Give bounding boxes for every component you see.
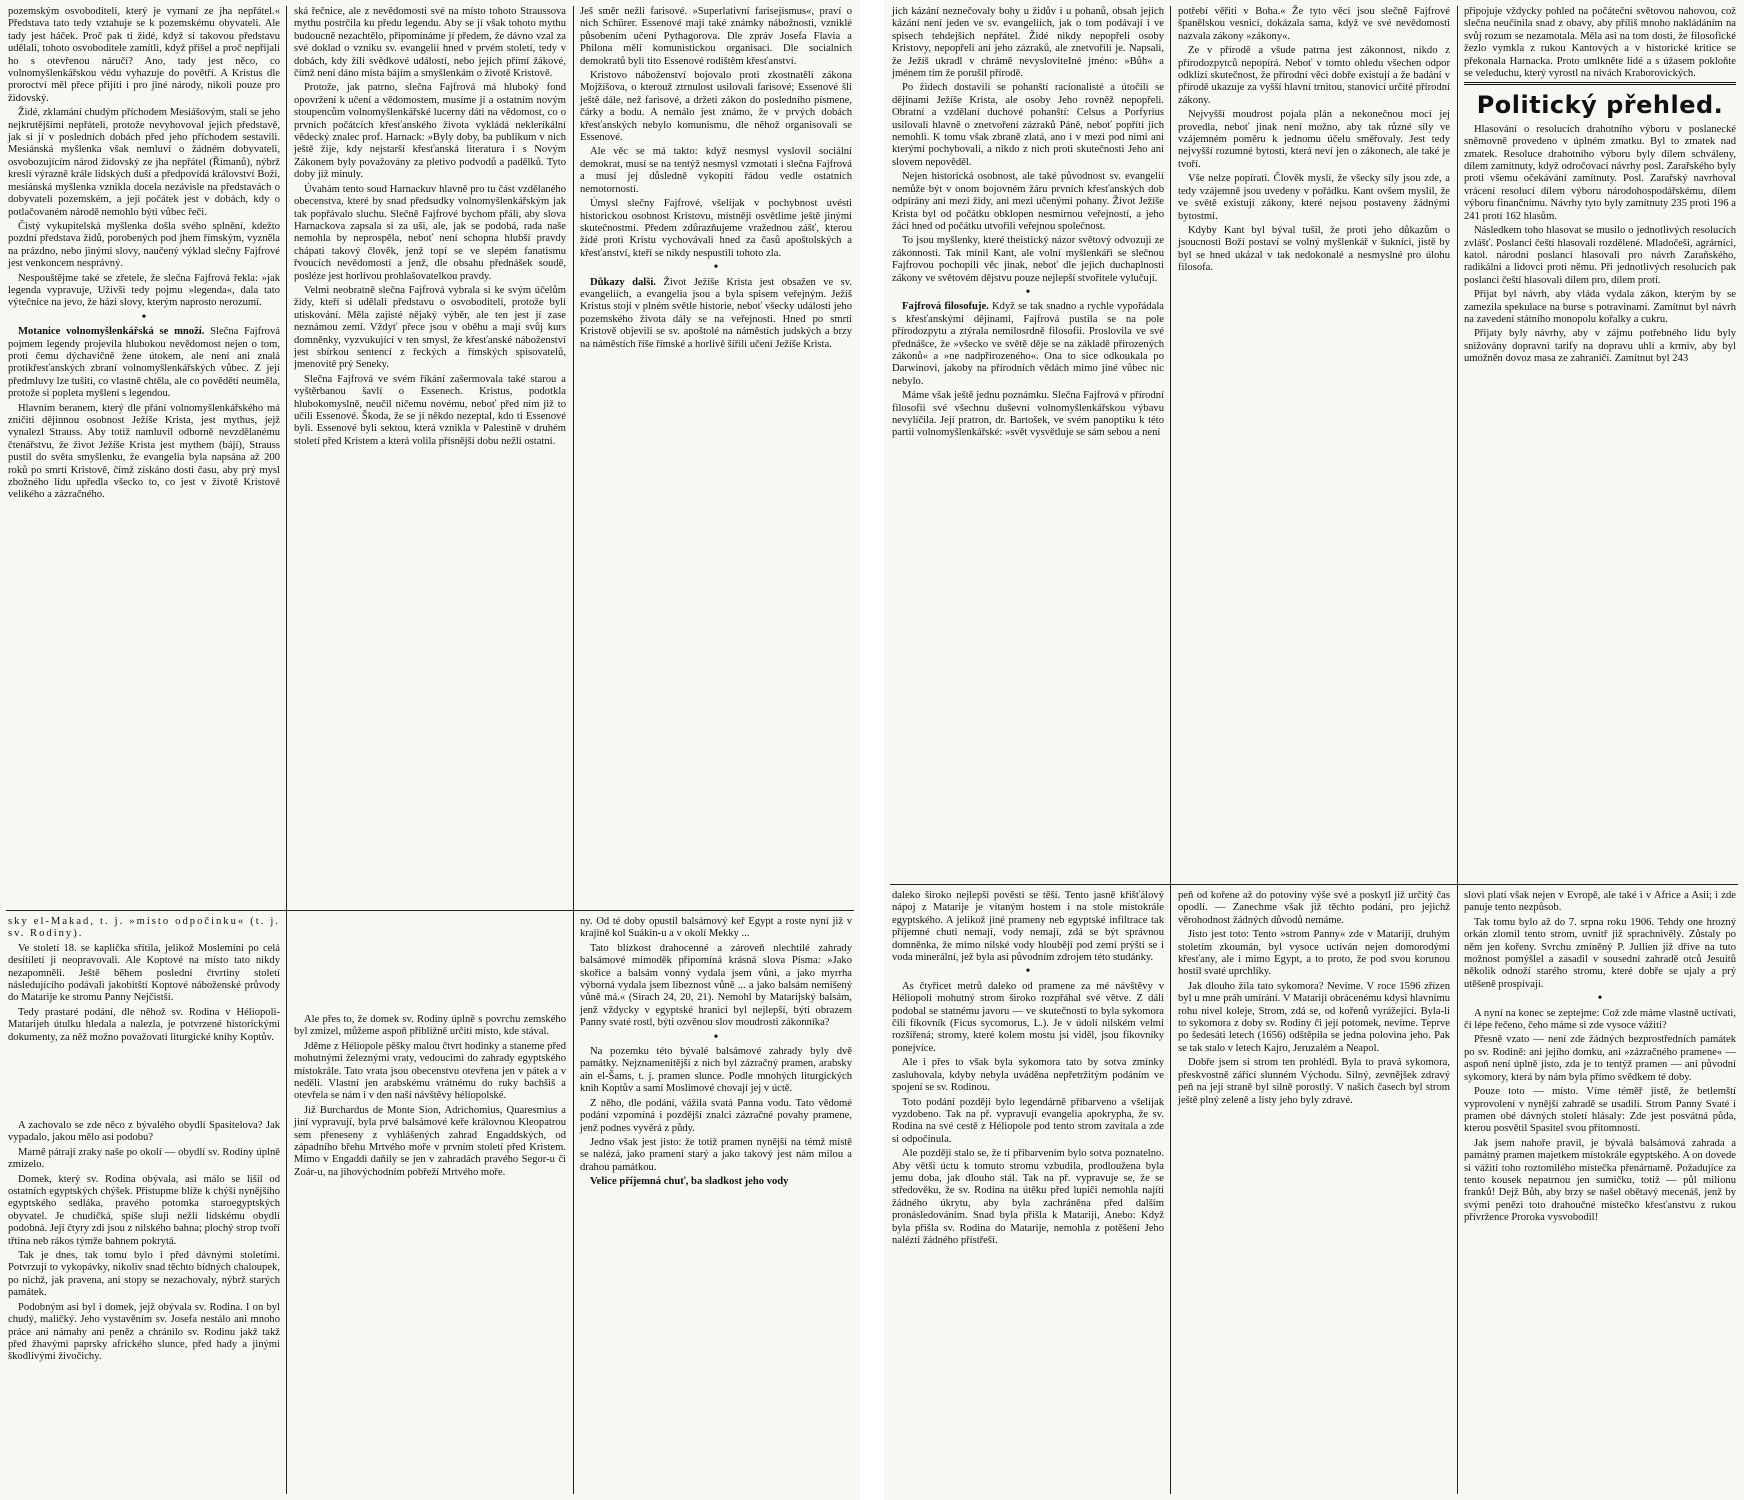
article-paragraph: Když se tak snadno a rychle vypořádala s křesťanskými dějinami, Fajfrová pustila se na pole přírodozpytu a ztýrala nemilosrdně filosofii. Proslovila ve své přednášce, že »všecko ve světě děje se na základě přirozených zákonů« a »ne nadpřirozeného«. Ona to sice odkoukala po Darwinovi, jakoby na přírodních vědách mimo jiné vůbec nic nebylo. — [892, 301, 1164, 387]
article-paragraph: připojuje vždycky pohled na počáteční světovou nahovou, což slečna neučinila snad z obavy, aby příliš mnoho nakládáním na svůj rozum se nezamotala. Měla asi na tom dosti, že filosofické žezlo vymkla z rukou Kantových a v historické kritice se překonala Harnacka. Proto umlkněte lidé a s úžasem pokloňte se veleduchu, který vyrostl na nivách Kraborovických. — [1464, 6, 1736, 80]
article-paragraph: A zachovalo se zde něco z bývalého obydlí Spasitelova? Jak vypadalo, jakou mělo asi podobu? — [8, 1120, 280, 1144]
article-paragraph: Dobře jsem si strom ten prohlédl. Byla to pravá sykomora, přeskvostně zářící slunném Východu. Silný, zevnějšek zdravý peň na její straně byl silně porostlý. V našich časech byl strom ještě plný zeleně a listy jeho byly zdravé. — [1178, 1057, 1450, 1106]
article-paragraph: pozemským osvoboditeli, který je vymaní ze jha nepřátel.« Představa tato tedy vztahuje se k pozemskému obyvateli. Ale tady jest háček. Proč pak ti židé, když si takovou představu udělali, tohoto osvoboditele zamítli, když přišel a proč nepřijali ho s otevřenou náručí? Ano, tady jest něco, co volnomyšlenkářskou védu vyhazuje do povětří. A Kristus dle proroctví měl přece přijíti i pro jiné národy, nikoli pouze pro židovský. — [8, 6, 280, 104]
article-paragraph: Nespouštějme také se zřetele, že slečna Fajfrová řekla: »jak legenda vypravuje, Uživši tedy pojmu »legenda«, dala tato výtečnice na jevo, že házi slovy, kterým naprosto nerozumí. — [8, 272, 280, 309]
article-paragraph: sky el-Makad, t. j. »místo odpočinku« (t. j. sv. Rodiny). — [8, 916, 280, 940]
article-paragraph: Ale později stalo se, že ti přibarvením bylo sotva poznatelno. Aby větší úctu k tomuto stromu vzbudila, prodloužena byla jemu doba, jak dlouho stál. Tak na př. vypravuje se, že se středověku, že sv. Rodina na útěku před lupiči nemohla najíti žádného úkrytu, aby byla zachráněna před dalším pronásledováním. Snad byla přišla k Matariji, Anebo: Když byla přišla sv. Rodina do Matarije, nemohla z potěšení Jeho nalézti žádného přístřeší. — [892, 1148, 1164, 1246]
section-subheading: Motanice volnomyšlenkářská se množí. — [18, 326, 205, 338]
section-title: Politický přehled. — [1476, 91, 1724, 120]
article-paragraph: Nejen historická osobnost, ale také původnost sv. evangelií nemůže být v onom bojovném žáru prvních křesťanských dob odpírány ani mezi židy, ani mezi učenými pohany. Život Ježíše Krista byl od počátku obklopen nesmírnou veřejností, a jeho žáci hned od počátku utvořili veřejnou společnost. — [892, 171, 1164, 232]
article-paragraph: Ze v přírodě a všude patrna jest zákonnost, nikdo z přírodozpytců nepopírá. Neboť v tomto ohledu všechen odpor odklízí skutečnost, že přírodní věci dobře existují a že badání v přírodě ukazuje za vyšší hlavní trnitou, stanovicí určité přírodní zákony. — [1178, 45, 1450, 106]
separator-dot: • — [713, 260, 719, 276]
article-paragraph: Ve století 18. se kaplička sřítila, jelikož Moslemíni po celá desítiletí ji neopravovali. Ale Koptové na místo tato nikdy nezapomněli. Ještě během poslední čtvrtiny století následujícího podávali jakobitští Koptové náboženské průvody do Matarije ke stromu Panny Nejčistší. — [8, 942, 280, 1004]
section-subheading: Důkazy dalši. — [590, 276, 656, 288]
article-paragraph: Pouze toto — místo. Víme téměř jistě, že betlemští vyprovolení v nynější zahradě se usadili. Strom Panny Svaté i pramen obé dávných století hlásaly: Zde jest posvátná půda, kterou posvětil Spasitel svou přítomností. — [1464, 1086, 1736, 1135]
article-paragraph — [294, 916, 566, 1012]
right-column-2-upper — [1178, 6, 1450, 878]
article-paragraph: Následkem toho hlasovat se musilo o jednotlivých resolucích zvlášť. Poslanci čeští hlasovali rozdělené. Mladočeši, agrárníci, katol. národní poslanci hlasovali pro návrh Zaraňského, radikálni a lidovci proti němu. Při jednotlivých resolucích pak poslanci čeští hlasovali dílem pro, dílem proti. — [1464, 225, 1736, 286]
article-paragraph: Podobným asi byl i domek, jejž obývala sv. Rodina. I on byl chudý, maličký. Jeho vystavěním sv. Josefa nestálo ani mnoho práce ani námahy ani peněz a chránilo sv. Rodinu jakž takž před žhavými paprsky afrického slunce, před hady a jinými škodlivými živočichy. — [8, 1301, 280, 1363]
left-column-3-upper — [580, 6, 852, 904]
article-paragraph: ny. Od té doby opustil balsámový keř Egypt a roste nyní již v krajině kol Suákin-u a v okolí Mekky ... — [580, 916, 852, 940]
article-paragraph: Ale i přes to však byla sykomora tato by sotva zmínky zasluhovala, kdyby nebyla uváděna nepřetržitým podáním ve spojení se sv. Rodinou. — [892, 1057, 1164, 1094]
left-column-3-lower — [580, 916, 852, 1494]
right-column-1-lower — [892, 890, 1164, 1494]
article-paragraph: Hlasování o resolucích drahotního výboru v poslanecké sněmovně provedeno v úplném zmatku. Byl to zmatek nad zmatek. Resoluce drahotního výboru byly dílem schváleny, dílem zamítnuty, když odročovací návrhy posl. Zarařského byly proti všemu očekávání zamítnuty. Posl. Zarařský navrhoval vrácení resolucí dílem výboru národohospodářskému, dílem výboru finančnímu. Návrhy tyto byly zamítnuty 235 proti 196 a 241 proti 162 hlasům. — [1464, 123, 1736, 222]
section-rule — [1464, 82, 1736, 85]
article-paragraph: Tedy prastaré podání, dle něhož sv. Rodina v Héliopoli-Matarijeh útulku hledala a nalezla, je potvrzené historickými dokumenty, za něž možno považovati liturgické knihy Koptův. — [8, 1006, 280, 1043]
article-paragraph: Po židech dostavili se pohanští racionalisté a útočili se dějinami Ježíše Krista, ale osoby Jeho rovněž nepopřeli. Obratní a vzdělaní duchové pohanští: Celsus a Porfyrius usilovali hlavně o znetvoření zázraků Páně, neboť popříti jich nemohli. K tomu však zbraně zlatá, ano i v mezi pod nimi ani kterými pochybovali, a nikdo z nich proti skutečnosti Jeho ani slovem nepověděl. — [892, 82, 1164, 168]
article-paragraph: peň od kořene až do potoviny výše své a poskytl již určitý čas opodlí. — Zanechme však již těchto podání, pro jejichž věrohodnost žádných důvodů nemáme. — [1178, 890, 1450, 926]
article-paragraph: Velice příjemná chuť, ba sladkost jeho vody — [590, 1176, 789, 1188]
separator-dot: • — [1597, 991, 1603, 1007]
page-gutter — [860, 0, 884, 1500]
article-paragraph: Život Ježíše Krista jest obsažen ve sv. evangeliích, a evangelia jsou a byla spisem veřejným. Ježíš Kristus stojí v plném světle historie, neboť všecky události jeho pozemského života dály se na veřejnosti. Hned po smrti Kristově objevili se sv. apoštolé na náměstích judských a brzy na náměstích říše římské a horlivě šířili učení Ježíše Krista. — [580, 276, 852, 350]
article-paragraph: Úmysl slečny Fajfrové, všelijak v pochybnost uvésti historickou osobnost Kristovu, místněji osvětlime ještě jinými skutečnostmi. Předem zdůrazňujeme vražednou zášť, kterou židé proti Kristu vychovávali hned za časů apoštolských a křesťanství, kteří se nikdy nespustili tohoto zla. — [580, 198, 852, 259]
horizontal-rule — [890, 884, 1738, 885]
left-newspaper-page — [0, 0, 860, 1500]
article-paragraph: jich kázání neznečovaly bohy u židův i u pohanů, obsah jejich kázání není jeden ve sv. evangeliích, jak o tom podávají i ve spisech tehdejších nepřátel. Židé nikdy nepopřeli osoby Kristovy, nepopřeli ani jeho zázraků, ale znetvořili je. Napsali, že Ježíš ukradl v chrámě nevysloviteIné jméno: »Bůh« a jménem tím že porušil přírodě. — [892, 6, 1164, 80]
article-paragraph: Přesně vzato — není zde žádných bezprostředních památek po sv. Rodině: ani jejího domku, ani »zázračného pramene« — aspoň není úplně jisto, zda je to tentýž pramen — ani původní sykomory, která by nám byla přímo svědkem té doby. — [1464, 1034, 1736, 1083]
article-paragraph: Kristovo náboženství bojovalo proti zkostnatělí zákona Mojžíšova, o kterouž ztrnulost usilovali farisové; Essenové šli ještě dále, než farisové, a držeti zákon do posledního písmene, čárky a bodu. A nemálo jest známo, že v prvých dobách křesťanských nebylo komunismu, dle něhož organisovali se Essenové. — [580, 70, 852, 144]
left-column-1-upper — [8, 6, 280, 904]
article-paragraph: Tato blízkost drahocenné a zároveň nlechtilé zahrady balsámové mimoděk připomíná krásná slova Písma: »Jako skořice a balsám vonný vydala jsem vůni, a jako myrrha výborná vydala jsem libeznost vůně ... a jako balsám nemíšený vůně má.« (Sirach 24, 20, 21). Nemohl by Matarijský balsám, jenž vždycky v egyptské hranici byl nejlepší, býti obrazem Panny svaté rostl, býti ozvěnou slov moudrosti zákonníka? — [580, 942, 852, 1029]
column-divider — [1457, 6, 1458, 1494]
article-paragraph: Velmi neobratně slečna Fajfrová vybrala si ke svým účelům židy, kteří si udělali představu o osvoboditeli, protože byli utiskování. Měla zajisté nějaký výběr, ale ten jest jí zase neznámou zemí. Vždyť přece jsou v oběhu a mají svůj kurs domněnky, vyzvukující v ten smysl, že křesťanské náboženství jest sbírkou sentencí z řeckých a římských spisovatelů, jmenovitě prý Seneky. — [294, 284, 566, 371]
article-paragraph: To jsou myšlenky, které theistický názor světový odvozuji ze zákonnosti. Tak mínil Kant, ale volní myšlenkáři se slečnou Fajfrovou pochopili věc jinak, neboť dle jejich duchaplnosti zákony ve světovém dějstvu pouze nejlepší stvořitele vylučují. — [892, 235, 1164, 284]
separator-dot: • — [1025, 964, 1031, 980]
separator-dot: • — [713, 1029, 719, 1045]
article-paragraph: Tak je dnes, tak tomu bylo i před dávnými stoletími. Potvrzují to vykopávky, nikoliv snad těchto bídných chaloupek, po nichž, jak pravena, ani stopy se nezachovaly, nýbrž starých památek. — [8, 1250, 280, 1299]
left-column-2-upper — [294, 6, 566, 904]
article-paragraph: Přijat byl návrh, aby vláda vydala zákon, kterým by se zamezila spekulace na burse s potravinami. Zamítnut byl návrh na zavedení státního monopolu kořalky a cukru. — [1464, 289, 1736, 325]
left-column-1-lower — [8, 916, 280, 1043]
article-paragraph: Ale přes to, že domek sv. Rodiny úplně s povrchu zemského byl zmizel, můžeme aspoň přibližně určiti místo, kde stával. — [294, 1014, 566, 1038]
article-paragraph: Vše nelze popírati. Člověk myslí, že všecky síly jsou zde, a tedy vzájemně jsou uvedeny v pořádku. Kant ovšem myslil, že ve světě existují zákony, které nejsou postaveny žádnými bytostmi. — [1178, 173, 1450, 222]
article-paragraph: slovi platí však nejen v Evropě, ale také i v Africe a Asii; i zde panuje tento nezpůsob. — [1464, 890, 1736, 914]
article-paragraph: Máme však ještě jednu poznámku. Slečna Fajfrová v přírodní filosofii své všechnu duševní volnomyšlenkářskou výbavu nevylíčila. Její pratron, dr. Bartošek, ve svém panoptiku k této partii volnomyšlenkářské: »svět vysvětluje se sám sebou a není — [892, 390, 1164, 439]
article-paragraph: Jak jsem nahoře pravil, je bývalá balsámová zahrada a památný pramen majetkem místokrále egyptského. A on dovede si vážiti toho roztomilého místečka přenárnamě. Požadujíce za tento kousek nepatrnou jen sumičku, totiž — půl milionu franků! Dejž Bůh, aby brzy se našel obětavý mecenáš, jenž by svými penězi toto drahoučné místečko křesťanstvu z rukou přívržence Proroka vysvobodil! — [1464, 1137, 1736, 1224]
column-divider — [573, 6, 574, 1494]
article-paragraph: Jděme z Héliopole pěšky malou čtvrt hodinky a staneme před mohutnými železnými vraty, vedoucími do zahrady egyptského místokrále. Tato vrata jsou obecenstvu otevřena jen v pátek a v neděli. Vlastní jen arabskému vrátnému do ruky bachšiš a otevřela se nám i v den naší návštěvy héliopolské. — [294, 1040, 566, 1102]
article-paragraph: Židé, zklamání chudým příchodem Mesiášovým, stali se jeho nejkrutějšími nepřáteli, protože nevyhovoval jejich představě, jak si jí v posledních dobách před jeho příchodem sestavili. Mesiánská myšlenka však nemluví o žádném dobyvateli, osvobozujícím národ židovský ze jha nepřátel (Římanů), nýbrž kreslí výrazně krále lidských duší a předpovídá království Boží, mesiánská myšlenka vznikla docela nezávisle na představách o dobyvateli pozemském, a její počátek jest v dobách, kdy o potlačovaném národě nemohlo býti vůbec řeči. — [8, 107, 280, 218]
left-column-1-bottom — [8, 1120, 280, 1494]
right-column-3-lower — [1464, 890, 1736, 1494]
article-paragraph: daleko široko nejlepší pověsti se těší. Tento jasně křišťálový nápoj z Matarije je vítaným hostem i na stole místokrále egyptského. A jelikož jiné prameny neb egyptské infiltrace tak příjemné chuti nemají, vody nemají, zdá se být správnou domněnka, že mimo nilské vody hloubějí pod zemí prýští se i voda minerální, jež byla asi původním zdrojem této studánky. — [892, 890, 1164, 964]
article-paragraph: Slečna Fajfrová pojmem legendy projevila hlubokou nevědomost nejen o tom, proti čemu dýchavičně žene útokem, ale není ani znalá protikřesťanských zbraní volnomyšlenkářských vůbec. Z její předmluvy lze tušiti, co vlastně chtěla, ale co povědětí neuměla, protože si popleta myšlení s legendou. — [8, 326, 280, 400]
right-column-1-upper — [892, 6, 1164, 878]
article-paragraph: Hlavním beranem, který dle přání volnomyšlenkářského má zničiti dějinnou osobnost Ježíše Krista, jest mythus, jejž vynalezl Strauss. Aby totiž namluvil odborně nevzdělanému čtenářstvu, že život Ježíše Krista jest mythem (bájí), Strauss pustil do světa smyšlenku, že evangelia byla napsána až 200 roků po smrti Kristově, čímž získáno dosti času, aby prý mysl zbožného lidu upředla všecko to, co jest v životě Kristově velikého a zázračného. — [8, 402, 280, 501]
article-paragraph: Na pozemku této bývalé balsámové zahrady byly dvě památky. Nejznamenitější z nich byl zázračný pramen, arabsky ain el-Šams, t. j. pramen slunce. Podle mnohých liturgických knih Koptův a samí Moslimové chovají jej v úctě. — [580, 1046, 852, 1095]
article-paragraph: Ale věc se má takto: když nesmysl vyslovil sociální demokrat, musí se na tentýž nesmysl vzmotati i slečna Fajfrová a musí jej důsledně vykopíti řádou vedle ostatních nemotorností. — [580, 146, 852, 195]
article-paragraph: Z něho, dle podání, vážila svatá Panna vodu. Tato vědomé podání vzpomíná i pozdější znalci zázračné povahy pramene, jenž podnes vyvěrá z půdy. — [580, 1097, 852, 1134]
article-paragraph: Jak dlouho žila tato sykomora? Nevíme. V roce 1596 zřízen byl u mne práh umírání. V Matariji obrácenému kdysi hlavnímu rohu nivel koleje, Strom, zdá se, od kořenů vyrážející. Byla-li to sykomora z doby sv. Rodiny či její potomek, nevíme. Teprve po šedesáti letech (1656) odštěpila se jedna polovina jeho. Pak se tak stalo v letech Kajro, Jeruzalém a Neapol. — [1178, 980, 1450, 1054]
article-paragraph: Přijaty byly návrhy, aby v zájmu potřebného lidu byly snižovány dopravní tarify na dopravu uhlí a krmiv, aby byl umožněn dovoz masa ze zahraničí. Zamítnut byl 243 — [1464, 328, 1736, 365]
article-paragraph: Ješ směr nežli farisové. »Superlativní farisejismus«, praví o nich Schürer. Essenové mají také známky nábožnosti, vzniklé působením učení Pythagorova. Dle zpráv Josefa Flavia a Philona měli komunistickou organisaci. Dle socialních demokratů byli tito Essenové rodištěm křesťanství. — [580, 6, 852, 67]
article-paragraph: Jisto jest toto: Tento »strom Panny« zde v Matariji, druhým stoletím zkoumán, byl vysoce uctíván nejen domorodými křesťany, ale i mimo Egypt, a to proto, že pod svou korunou hostil svaté uprchlíky. — [1178, 929, 1450, 978]
right-column-3-upper — [1464, 6, 1736, 878]
article-paragraph: A nyní na konec se zeptejme: Což zde máme vlastně uctívati, či lépe řečeno, čeho máme si zde vysoce vážiti? — [1464, 1007, 1736, 1032]
article-paragraph: Čistý vykupitelská myšlenka došla svého splnění, kdežto pozdní představa židů, porobených pod jhem římským, vyzněla na prázdno, nebo jinými slovy, naučený výklad slečny Fajfrové jest venkoncem nesprávný. — [8, 220, 280, 270]
article-paragraph: As čtyřicet metrů daleko od pramene za mé návštěvy v Héliopoli mohutný strom široko rozpřáhal své větve. Z dáli podobal se statnému javoru — ve skutečnosti to byla sykomora čili fíkovník (Ficus sycomorus, L.). Je v údolí nilském velmi rozšířená; stromy, které kolem mostu jsi viděl, jsou fíkovníky ponejvíce. — [892, 980, 1164, 1054]
section-subheading: Fajfrová filosofuje. — [902, 301, 989, 313]
article-paragraph: Kdyby Kant byl býval tušil, že proti jeho důkazům o jsoucnosti Boží postaví se volný myšlenkář v šukníci, jistě by byl se hned ukázal v tak nedokonalé a nesmyslné pro úlohu filosofa. — [1178, 224, 1450, 274]
right-newspaper-page — [884, 0, 1744, 1500]
horizontal-rule — [6, 910, 854, 911]
column-divider — [1170, 6, 1171, 1494]
article-paragraph: Toto podání později bylo legendárně přibarveno a všelijak vyzdobeno. Tak na př. vypravují evangelia apokrypha, že sv. Rodina na své cestě z Héliopole pod tento strom zavítala a zde si odpočinula. — [892, 1096, 1164, 1145]
right-column-2-lower — [1178, 890, 1450, 1494]
separator-dot: • — [1025, 284, 1031, 300]
article-paragraph: ská řečnice, ale z nevědomosti své na místo tohoto Straussova mythu postrčila ku předu legendu. Aby se jí však tohoto mythu budoucně nezachtělo, připomínáme jí předem, že dávno vzal za své doklad o vzniku sv. evangelií hned v prvém století, tedy v dobách, kdy žili svědkové událostí, nebo jejich přímí žákové, čímž není dáno místa bájím a smyšlenkám o životě Kristově. — [294, 6, 566, 80]
separator-dot: • — [141, 309, 147, 325]
article-paragraph: Nejvyšší moudrost pojala plán a nekonečnou mocí jej provedla, neboť jinak není možno, aby tak různé síly ve vzájemném poměru k jednomu účelu směřovaly. Jest tedy nejvyšší rozumné bytosti, která neví jen o zákonech, ale také je tvoří. — [1178, 109, 1450, 170]
article-paragraph: Jedno však jest jisto: že totiž pramen nynější na témž místě se nalézá, jako prameni starý a jako takový jest nám milou a drahou památkou. — [580, 1136, 852, 1173]
article-paragraph: Tak tomu bylo až do 7. srpna roku 1906. Tehdy one hrozný orkán zlomil tento strom, uvnitř již sprachnivělý. Zůstaly po něm jen kořeny. Svrchu zmíněný P. Jullien již dříve na tuto možnost pomýšlel a zasadil v sousední zahradě otců Jesuitů několik odnoží starého stromu, které dobře se ujaly a prý utěšeně prospívají. — [1464, 916, 1736, 990]
article-paragraph: Slečna Fajfrová ve svém říkání zašermovala také starou a vyštěrbanou šavlí o Essenech. Kristus, podotkla hlubokomyslně, neučil ničemu novému, neboť před ním již to učili Essenové. Škoda, že se jí někdo nezeptal, kdo ti Essenové byli. Essenové byli sektou, která vznikla v Palestině v druhém století před Kristem a která volila přísnější dobu nežli ostatní. — [294, 373, 566, 447]
article-paragraph: Již Burchardus de Monte Sion, Adrichomius, Quaresmius a jiní vypravují, byla prvé balsámové keře královnou Kleopatrou sem přeneseny z vyhlášených zahrad Engaddských, od západního břehu Mrtvého moře v prvním století před Kristem. Mimo v Engaddi daňily se jen v zahradách pravého Segor-u či Zoár-u, na jihovýchodním pobřeží Mrtvého moře. — [294, 1104, 566, 1178]
article-paragraph: potřebí věřiti v Boha.« Že tyto věci jsou slečně Fajfrové španělskou vesnicí, dokázala sama, když ve své nevědomosti nazvala zákony »zákony«. — [1178, 6, 1450, 42]
article-paragraph: Marně pátrají zraky naše po okolí — obydlí sv. Rodiny úplně zmizelo. — [8, 1146, 280, 1171]
article-paragraph: Domek, který sv. Rodina obývala, asi málo se lišil od ostatních egyptských chýšek. Přistupme blíže k chýši nynějšího egyptského sedláka, pravého potomka staroegyptských obyvatel. Je chudičká, spíše sluji nežli lidskému obydlí podobná. Její čtyry zdi jsou z nilského bahna; plochý strop tvoří třtina neb rákos týmže bahnem pokrytá. — [8, 1173, 280, 1247]
column-divider — [286, 6, 287, 1494]
article-paragraph: Protože, jak patrno, slečna Fajfrová má hluboký fond opovržení k učení a vědomostem, musíme jí a ostatním novým stoupencům volnomyšlenkářské lucerny dáti na vědomost, co o prvních počátcích křesťanského života vykládá nekleríkální vědecký znalec prof. Harnack: »Byly doby, ba publikum v nich ještě žije, kdy nejstarší křesťanská literatura i s Novým Zákonem byly považovány za pletivo podvodů a padělků. Tyto doby již minuly. — [294, 82, 566, 181]
left-column-2-lower — [294, 916, 566, 1494]
article-paragraph: Úvahám tento soud Harnackuv hlavně pro tu část vzdělaného obecenstva, které by snad předsudky volnomyšlenkářským jak tak popřávalo sluchu. Slečně Fajfrové bychom přáli, aby slova Harnackova zapsala si za uši, ale, jak se podobá, rada naše nemohla by neprospěla, neboť není schopna hlubší pravdy chápati takový člověk, jenž topí se ve slepém fanatismu řvoucích nevědomostí a jenž, dle obsahu přednášek soudě, posléze jest horlivou prohlašovatelkou pravdy. — [294, 183, 566, 282]
